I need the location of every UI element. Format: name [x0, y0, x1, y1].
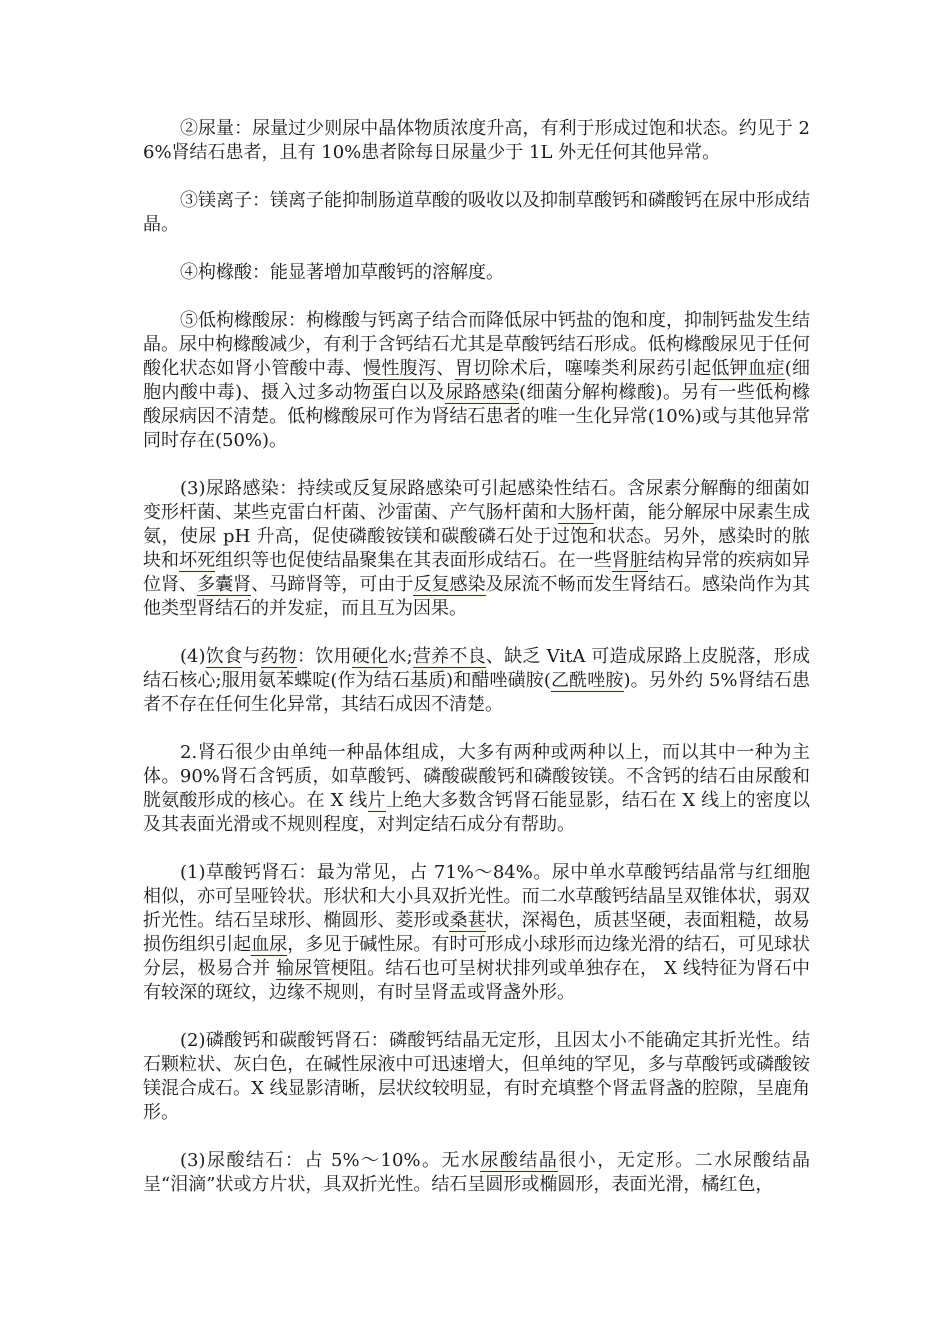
text-run: 与 — [242, 646, 261, 667]
text-run: 、缺乏 VitA 可造成尿路上皮脱落，形成结石核心;服用氨苯蝶啶(作为结石基质)和醋唑磺胺( — [143, 646, 811, 691]
text-run: ，多见于碱性尿。有时可形成小球形而边缘光滑的结石，可见球状分层，极易合并 — [143, 934, 811, 979]
text-run: ④枸橼酸：能显著增加草酸钙的溶解度。 — [180, 262, 504, 283]
term-link[interactable]: 血尿 — [251, 934, 288, 955]
text-run: ⑤低枸橼酸尿：枸橼酸与钙离子结合而降低尿中钙盐的饱和度，抑制钙盐发生结晶。尿中枸橼酸减少，有利于含钙结石尤其是草酸钙结石形成。低枸橼酸尿见于任何酸化状态如肾小管酸中毒、 — [143, 310, 810, 379]
paragraph-calcium-phosphate — [143, 1029, 810, 1125]
paragraph-urine-volume — [143, 117, 810, 165]
text-run: 水; — [388, 646, 413, 667]
term-link[interactable]: 胃切 — [454, 358, 492, 379]
term-link[interactable]: 片 — [367, 790, 386, 811]
text-run: 很小，无定形。二水尿酸结晶呈“泪滴”状或方片状，具双折光性。结石呈圆形或椭圆形，表面光滑，橘红色， — [143, 1150, 811, 1195]
term-link[interactable]: 慢性腹泻 — [363, 358, 437, 379]
text-run: 、马蹄肾等，可由于 — [251, 574, 414, 595]
term-link[interactable]: 肾脏 — [611, 550, 648, 571]
term-link[interactable]: 营养不良 — [412, 646, 486, 667]
paragraph-stone-composition — [143, 741, 810, 837]
term-link[interactable]: 尿酸结晶 — [480, 1150, 559, 1171]
paragraph-diet-drugs — [143, 645, 810, 717]
term-link[interactable]: 饮食 — [205, 646, 243, 667]
text-run: (3)尿酸结石：占 5%～10%。无水 — [180, 1150, 481, 1171]
term-link[interactable]: 乙酰唑胺 — [550, 670, 624, 691]
text-run: ③镁离子：镁离子能抑制肠道草酸的吸收以及抑制草酸钙和磷酸钙在尿中形成结晶。 — [143, 190, 810, 235]
text-run: 及尿流不畅而发生肾结石。感染尚作为其他类型肾结石的并发症，而且互为因果。 — [143, 574, 811, 619]
term-link[interactable]: 尿路感染 — [445, 382, 520, 403]
text-run: 结构异常的疾病如异位肾、 — [143, 550, 811, 595]
text-run: 梗阻。结石也可呈树状排列或单独存在， X 线特征为肾石中有较深的斑纹，边缘不规则，有时呈肾盂或肾盏外形。 — [143, 958, 810, 1003]
text-run: (3)尿路感染：持续或反复尿路感染可引起感染性结石。含尿素分解酶的细菌如变形杆菌、某些克雷白杆菌、沙雷菌、产气肠杆菌和 — [143, 478, 810, 523]
paragraph-uric-acid — [143, 1149, 810, 1197]
paragraph-calcium-oxalate — [143, 861, 810, 1005]
term-link[interactable]: 多囊肾 — [197, 574, 252, 595]
paragraph-urinary-infection — [143, 477, 810, 621]
text-run: 上绝大多数含钙肾石能显影，结石在 X 线上的密度以及其表面光滑或不规则程度，对判定结石成分有帮助。 — [143, 790, 810, 835]
text-run: 状，深褐色，质甚坚硬，表面粗糙，故易损伤组织引起 — [143, 910, 811, 955]
term-link[interactable]: 硬化 — [351, 646, 389, 667]
text-run: (细胞内酸中毒)、摄入过多动物蛋白以及 — [143, 358, 811, 403]
term-link[interactable]: 坏死 — [179, 550, 216, 571]
text-run: (2)磷酸钙和碳酸钙肾石：磷酸钙结晶无定形，且因太小不能确定其折光性。结石颗粒状、灰白色，在碱性尿液中可迅速增大，但单纯的罕见，多与草酸钙或磷酸铵镁混合成石。X 线显影清晰，层状纹较明显，有时充填整个肾盂肾盏的腔隙，呈鹿角形。 — [143, 1030, 810, 1123]
term-link[interactable]: 桑葚 — [449, 910, 486, 931]
text-run: 组织等也促使结晶聚集在其表面形成结石。在一些 — [215, 550, 612, 571]
text-run: ②尿量：尿量过少则尿中晶体物质浓度升高，有利于形成过饱和状态。约见于 26%肾结石患者，且有 10%患者除每日尿量少于 1L 外无任何其他异常。 — [143, 118, 810, 163]
text-run: )。另外约 5%肾结石患者不存在任何生化异常，其结石成因不清楚。 — [143, 670, 810, 715]
paragraph-magnesium — [143, 189, 810, 237]
text-run: 、 — [436, 358, 455, 379]
term-link[interactable]: 低钾血症 — [711, 358, 785, 379]
term-link[interactable]: 反复感染 — [413, 574, 486, 595]
paragraph-citric-acid — [143, 261, 810, 285]
text-run: ：饮用 — [297, 646, 352, 667]
text-run: 2.肾石很少由单纯一种晶体组成，大多有两种或两种以上，而以其中一种为主体。90%肾石含钙质，如草酸钙、磷酸碳酸钙和磷酸铵镁。不含钙的结石由尿酸和胱氨酸形成的核心。在 X 线 — [143, 742, 810, 811]
text-run: (细菌分解枸橼酸)。另有一些低枸橼酸尿病因不清楚。低枸橼酸尿可作为肾结石患者的唯一生化异常(10%)或与其他异常同时存在(50%)。 — [143, 382, 811, 451]
text-run: 除术后，噻嗪类利尿药引起 — [491, 358, 712, 379]
text-run: (1)草酸钙肾石：最为常见，占 71%～84%。尿中单水草酸钙结晶常与红细胞相似，亦可呈哑铃状。形状和大小具双折光性。而二水草酸钙结晶呈双锥体状，弱双折光性。结石呈球形、椭圆形、菱形或 — [143, 862, 810, 931]
term-link[interactable]: 药物 — [260, 646, 298, 667]
text-run: 杆菌，能分解尿中尿素生成氨，使尿 pH 升高，促使磷酸铵镁和碳酸磷石处于过饱和状态。另外，感染时的脓块和 — [143, 502, 811, 571]
paragraph-hypocitraturia — [143, 309, 810, 453]
text-run: (4) — [180, 646, 206, 667]
term-link[interactable]: 输尿管 — [276, 958, 331, 979]
term-link[interactable]: 大肠 — [557, 502, 594, 523]
